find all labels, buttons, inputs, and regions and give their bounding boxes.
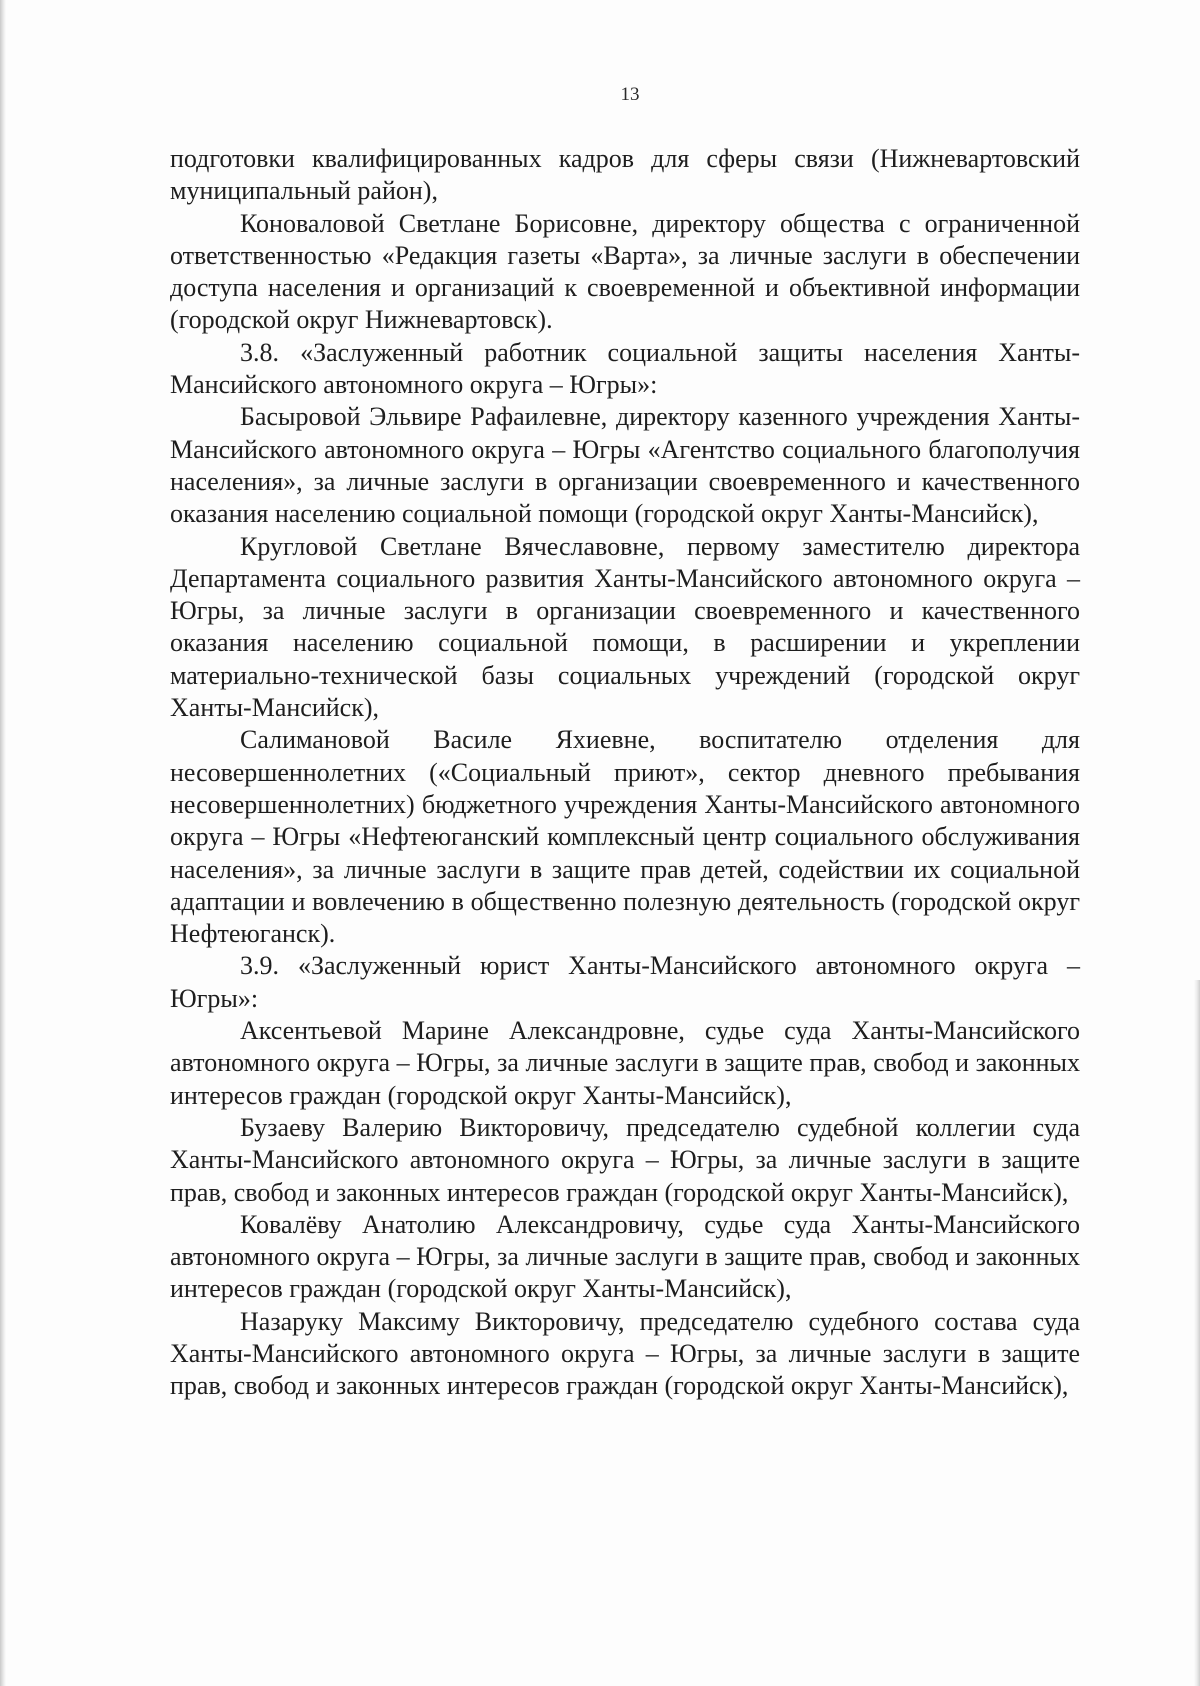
scan-edge-left	[0, 0, 6, 1686]
paragraph-11: Назаруку Максиму Викторовичу, председателю судебного состава суда Ханты-Мансийского автономного округа – Югры, за личные заслуги в защите прав, свобод и законных интересов граждан (городской округ Ханты-Мансийск),	[170, 1306, 1080, 1401]
page-number: 13	[620, 84, 640, 105]
paragraph-10: Ковалёву Анатолию Александровичу, судье суда Ханты-Мансийского автономного округа – Югры, за личные заслуги в защите прав, свобод и законных интересов граждан (городской округ Ханты-Мансийск),	[170, 1209, 1080, 1304]
paragraph-5: Кругловой Светлане Вячеславовне, первому заместителю директора Департамента социального развития Ханты-Мансийского автономного округа – Югры, за личные заслуги в организации своевременного и качественного оказания населению социальной помощи, в расширении и укреплении материально-технической базы социальных учреждений (городской округ Ханты-Мансийск),	[170, 531, 1080, 723]
paragraph-6: Салимановой Василе Яхиевне, воспитателю отделения для несовершеннолетних («Социальный приют», сектор дневного пребывания несовершеннолетних) бюджетного учреждения Ханты-Мансийского автономного округа – Югры «Нефтеюганский комплексный центр социального обслуживания населения», за личные заслуги в защите прав детей, содействии их социальной адаптации и вовлечению в общественно полезную деятельность (городской округ Нефтеюганск).	[170, 725, 1080, 949]
paragraph-4: Басыровой Эльвире Рафаилевне, директору казенного учреждения Ханты-Мансийского автономного округа – Югры «Агентство социального благополучия населения», за личные заслуги в организации своевременного и качественного оказания населению социальной помощи (городской округ Ханты-Мансийск),	[170, 402, 1080, 529]
paragraph-2: Коноваловой Светлане Борисовне, директору общества с ограниченной ответственностью «Редакция газеты «Варта», за личные заслуги в обеспечении доступа населения и организаций к своевременной и объективной информации (городской округ Нижневартовск).	[170, 208, 1080, 335]
paragraph-1: подготовки квалифицированных кадров для сферы связи (Нижневартовский муниципальный район),	[170, 144, 1080, 206]
paragraph-8: Аксентьевой Марине Александровне, судье суда Ханты-Мансийского автономного округа – Югры, за личные заслуги в защите прав, свобод и законных интересов граждан (городской округ Ханты-Мансийск),	[170, 1016, 1080, 1110]
paragraph-9: Бузаеву Валерию Викторовичу, председателю судебной коллегии суда Ханты-Мансийского автономного округа – Югры, за личные заслуги в защите прав, свобод и законных интересов граждан (городской округ Ханты-Мансийск),	[170, 1112, 1080, 1207]
section-heading-3-9: 3.9. «Заслуженный юрист Ханты-Мансийского автономного округа – Югры»:	[170, 951, 1080, 1013]
document-body	[170, 143, 1080, 1403]
section-heading-3-8: 3.8. «Заслуженный работник социальной защиты населения Ханты-Мансийского автономного округа – Югры»:	[170, 337, 1080, 400]
scan-edge-right	[1194, 980, 1200, 1686]
